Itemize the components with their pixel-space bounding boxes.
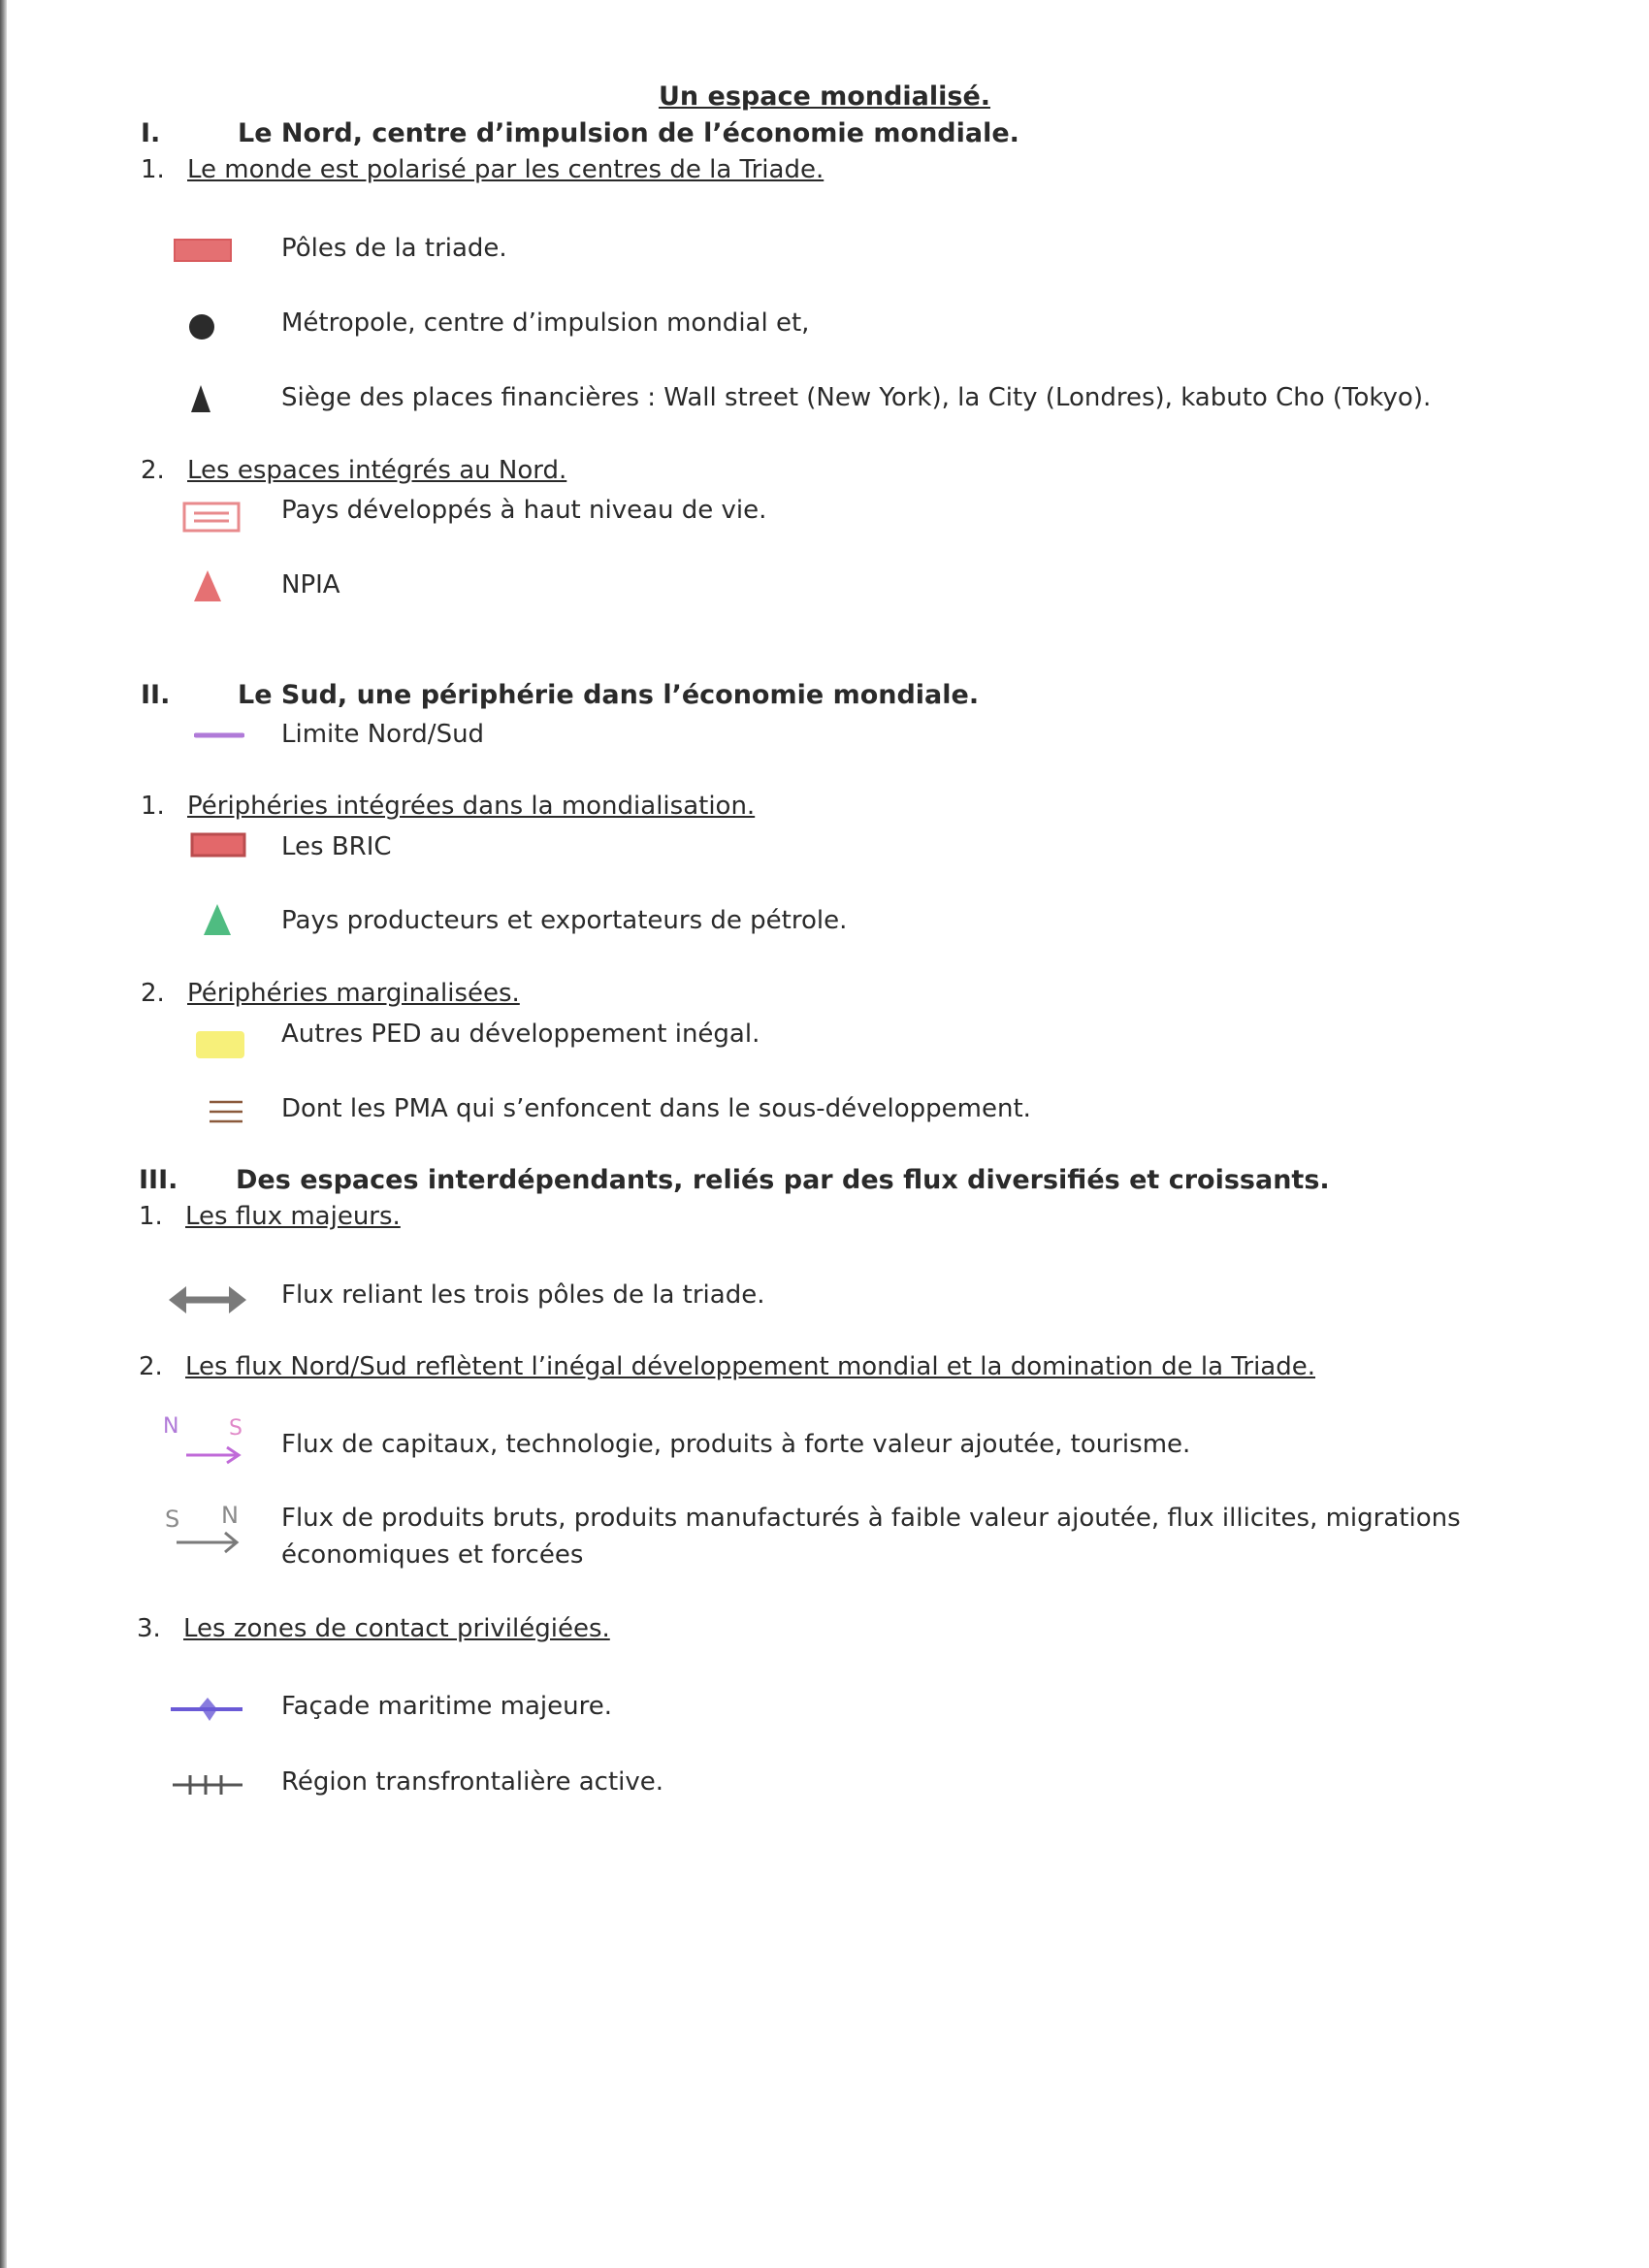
legend-label: Flux de capitaux, technologie, produits à forte valeur ajoutée, tourisme. — [281, 1430, 1191, 1459]
north-south-arrow-icon — [159, 1414, 252, 1473]
green-triangle-icon — [202, 902, 235, 939]
subsection-title: Périphéries marginalisées. — [187, 979, 520, 1008]
document-title-text: Un espace mondialisé. — [658, 81, 991, 112]
black-triangle-icon — [189, 383, 214, 416]
section-heading-1 — [141, 118, 1019, 148]
south-north-arrow-icon — [161, 1502, 254, 1560]
legend-label: Pôles de la triade. — [281, 234, 507, 263]
yellow-rectangle-icon — [194, 1029, 248, 1062]
subsection-heading-1-1 — [141, 155, 824, 184]
subsection-number: 3. — [137, 1614, 161, 1643]
section-number: II. — [141, 680, 171, 710]
legend-label: Dont les PMA qui s’enfoncent dans le sous-développement. — [281, 1094, 1031, 1123]
red-rectangle-icon — [173, 236, 235, 265]
north-letter: N — [163, 1414, 179, 1439]
border-line-icon — [171, 1769, 246, 1798]
coastline-icon — [169, 1692, 246, 1727]
legend-label: Flux reliant les trois pôles de la triade. — [281, 1280, 765, 1310]
legend-label: Siège des places financières : Wall street (New York), la City (Londres), kabuto Cho (Tokyo). — [281, 383, 1432, 412]
legend-label: Pays développés à haut niveau de vie. — [281, 496, 767, 525]
subsection-title: Périphéries intégrées dans la mondialisation. — [187, 792, 756, 821]
subsection-title: Les flux Nord/Sud reflètent l’inégal développement mondial et la domination de la Triade. — [185, 1352, 1315, 1381]
legend-label: Région transfrontalière active. — [281, 1767, 664, 1797]
legend-label: Flux de produits bruts, produits manufacturés à faible valeur ajoutée, flux illicites, migrations — [281, 1504, 1461, 1533]
subsection-title: Les flux majeurs. — [185, 1202, 401, 1231]
brown-stripes-icon — [206, 1096, 248, 1127]
subsection-number: 1. — [139, 1202, 163, 1231]
subsection-number: 2. — [141, 456, 165, 485]
double-arrow-icon — [167, 1277, 248, 1323]
red-outlined-rectangle-icon — [190, 830, 248, 861]
subsection-title: Les zones de contact privilégiées. — [183, 1614, 610, 1643]
legend-label: NPIA — [281, 570, 340, 599]
subsection-title: Le monde est polarisé par les centres de la Triade. — [187, 155, 824, 184]
section-heading-3 — [139, 1165, 1330, 1195]
subsection-number: 1. — [141, 792, 165, 821]
section-number: I. — [141, 118, 161, 148]
scan-edge — [0, 0, 7, 2268]
subsection-heading-1-2 — [141, 456, 566, 485]
subsection-heading-2-1 — [141, 792, 755, 821]
section-title: Des espaces interdépendants, reliés par des flux diversifiés et croissants. — [236, 1165, 1330, 1195]
subsection-number: 2. — [139, 1352, 163, 1381]
south-letter: S — [165, 1506, 180, 1533]
legend-label: Façade maritime majeure. — [281, 1692, 613, 1721]
legend-label: Pays producteurs et exportateurs de pétrole. — [281, 906, 848, 935]
legend-label: Les BRIC — [281, 832, 392, 861]
north-letter: N — [221, 1502, 239, 1529]
subsection-heading-3-1 — [139, 1202, 401, 1231]
legend-label: Autres PED au développement inégal. — [281, 1020, 760, 1049]
subsection-heading-3-3 — [137, 1614, 610, 1643]
legend-label: Métropole, centre d’impulsion mondial et, — [281, 308, 810, 338]
section-heading-2 — [141, 680, 979, 710]
red-triangle-icon — [192, 568, 225, 605]
section-title: Le Nord, centre d’impulsion de l’économie mondiale. — [238, 118, 1019, 148]
subsection-heading-2-2 — [141, 979, 520, 1008]
section-title: Le Sud, une périphérie dans l’économie mondiale. — [238, 680, 980, 710]
black-dot-icon — [187, 310, 220, 343]
section-number: III. — [139, 1165, 178, 1195]
subsection-heading-3-2 — [139, 1352, 1315, 1381]
subsection-number: 1. — [141, 155, 165, 184]
subsection-title: Les espaces intégrés au Nord. — [187, 456, 567, 485]
purple-line-icon — [194, 729, 244, 741]
legend-label: Limite Nord/Sud — [281, 720, 485, 749]
legend-label-continued: économiques et forcées — [281, 1540, 584, 1570]
south-letter: S — [229, 1416, 242, 1441]
subsection-number: 2. — [141, 979, 165, 1008]
document-title — [0, 81, 1649, 112]
hatched-pink-rectangle-icon — [182, 500, 242, 535]
